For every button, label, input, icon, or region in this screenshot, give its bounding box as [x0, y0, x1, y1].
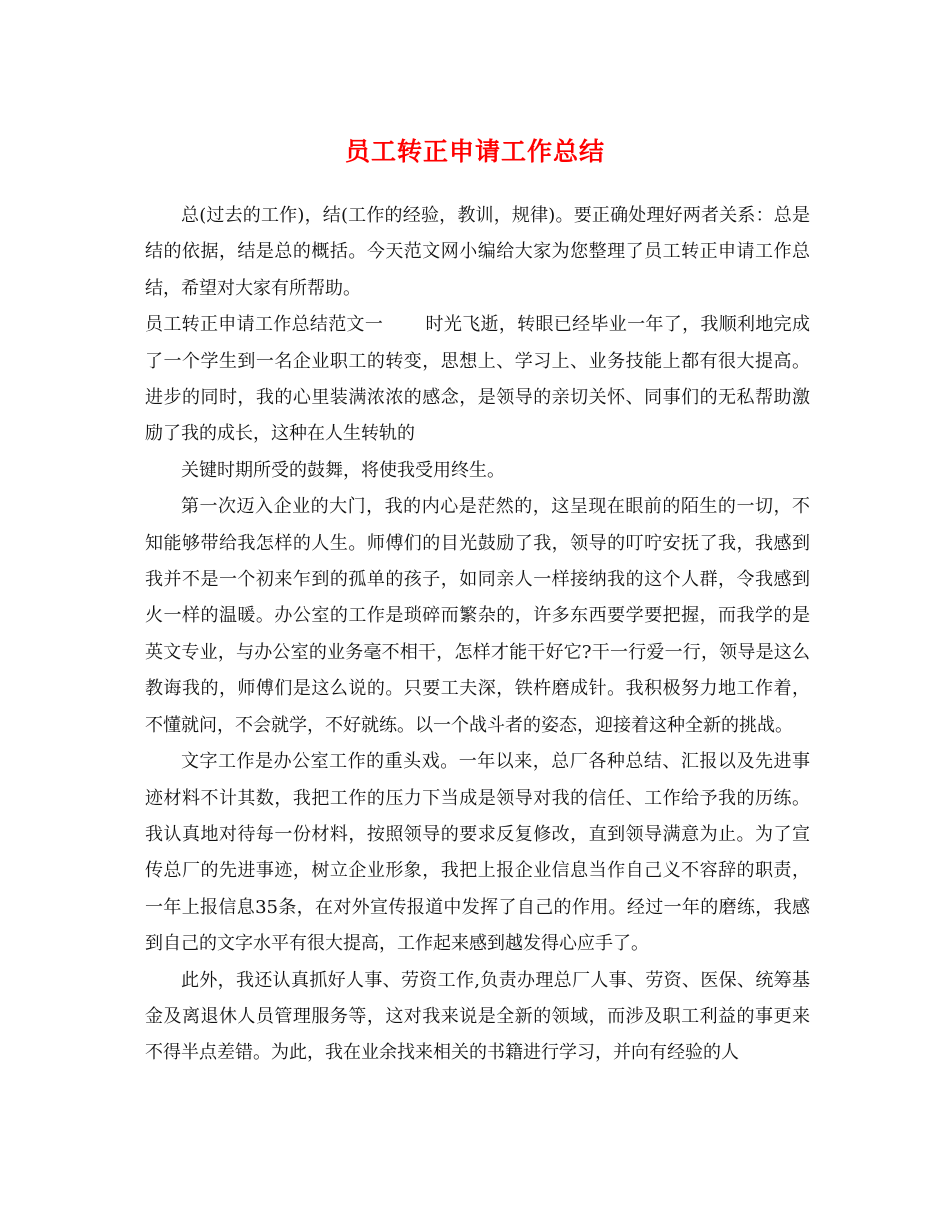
- body-paragraph: 文字工作是办公室工作的重头戏。一年以来，总厂各种总结、汇报以及先进事迹材料不计其数，我把工作的压力下当成是领导对我的信任、工作给予我的历练。我认真地对待每一份材料，按照领导的要求反复修改，直到领导满意为止。为了宣传总厂的先进事迹，树立企业形象，我把上报企业信息当作自己义不容辞的职责，一年上报信息35条，在对外宣传报道中发挥了自己的作用。经过一年的磨练，我感到自己的文字水平有很大提高，工作起来感到越发得心应手了。: [145, 751, 810, 955]
- sample-heading: 员工转正申请工作总结范文一: [145, 314, 384, 336]
- body-paragraph: 关键时期所受的鼓舞，将使我受用终生。: [181, 459, 505, 481]
- sample-paragraph: [145, 307, 810, 453]
- intro-paragraph: 总(过去的工作)，结(工作的经验，教训，规律)。要正确处理好两者关系：总是结的依据，结是总的概括。今天范文网小编给大家为您整理了员工转正申请工作总结，希望对大家有所帮助。: [145, 205, 810, 299]
- sample-first-text: 时光飞逝，转眼已经毕业一年了，我顺利地完成了一个学生到一名企业职工的转变，思想上、学习上、业务技能上都有很大提高。进步的同时，我的心里装满浓浓的感念，是领导的亲切关怀、同事们的无私帮助激励了我的成长，这种在人生转轨的: [145, 314, 811, 445]
- document-title: 员工转正申请工作总结: [344, 137, 605, 166]
- document-body: [145, 198, 810, 1072]
- body-paragraph: 此外，我还认真抓好人事、劳资工作,负责办理总厂人事、劳资、医保、统筹基金及离退休人员管理服务等，这对我来说是全新的领域，而涉及职工利益的事更来不得半点差错。为此，我在业余找来相关的书籍进行学习，并向有经验的人: [145, 969, 810, 1064]
- body-paragraph: 第一次迈入企业的大门，我的内心是茫然的，这呈现在眼前的陌生的一切，不知能够带给我怎样的人生。师傅们的目光鼓励了我，领导的叮咛安抚了我，我感到我并不是一个初来乍到的孤单的孩子，如同亲人一样接纳我的这个人群，令我感到火一样的温暖。办公室的工作是琐碎而繁杂的，许多东西要学要把握，而我学的是英文专业，与办公室的业务毫不相干，怎样才能干好它?干一行爱一行，领导是这么教诲我的，师傅们是这么说的。只要工夫深，铁杵磨成针。我积极努力地工作着，不懂就问，不会就学，不好就练。以一个战斗者的姿态，迎接着这种全新的挑战。: [145, 496, 810, 736]
